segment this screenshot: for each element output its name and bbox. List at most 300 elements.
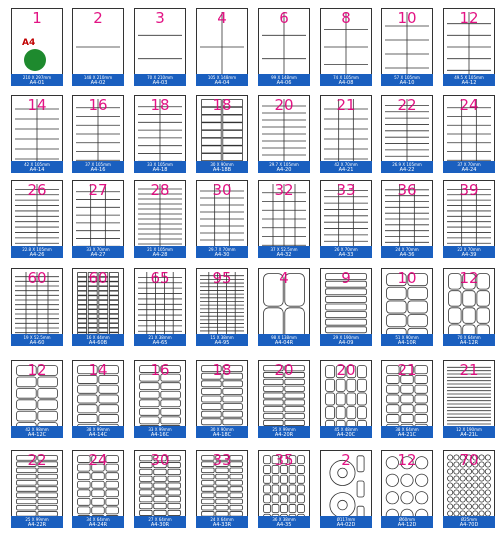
label-code: A4-26 xyxy=(29,252,45,258)
label-cell xyxy=(264,475,271,483)
label-cell xyxy=(264,400,284,405)
label-code: A4-16 xyxy=(90,167,106,173)
label-size: 33 X 99mm xyxy=(148,427,172,432)
label-cell xyxy=(202,411,222,417)
label-cell xyxy=(202,396,222,402)
label-cell xyxy=(264,485,271,493)
label-cell xyxy=(298,504,305,512)
label-cell xyxy=(109,291,118,295)
label-cell xyxy=(264,407,284,412)
label-count: 4 xyxy=(217,9,227,27)
label-size: 26 X 70mm xyxy=(334,247,358,252)
label-count: 16 xyxy=(150,361,170,379)
label-cell xyxy=(161,383,181,390)
label-cell xyxy=(168,497,181,502)
label-cell xyxy=(109,286,118,290)
label-code: A4-20 xyxy=(276,167,292,173)
circle-label xyxy=(386,492,398,504)
label-cell xyxy=(78,300,87,304)
label-cell xyxy=(99,314,108,318)
label-code: A4-12R xyxy=(459,340,479,346)
sheet-caption xyxy=(11,334,63,346)
circle-label xyxy=(416,474,428,486)
label-count: 26 xyxy=(27,181,47,199)
sheet-caption xyxy=(443,334,495,346)
label-cell xyxy=(78,507,91,514)
label-count: 12 xyxy=(459,269,479,287)
label-size: 105 X 148mm xyxy=(207,75,237,80)
label-cell xyxy=(449,291,462,307)
circle-label xyxy=(466,490,471,495)
label-cell xyxy=(106,490,119,497)
label-count: 20 xyxy=(336,361,356,379)
label-cell xyxy=(78,286,87,290)
label-cell xyxy=(140,476,153,481)
label-cell xyxy=(347,379,356,391)
label-cell xyxy=(387,414,400,422)
label-size: 25 X 99mm xyxy=(272,427,296,432)
label-cell xyxy=(78,291,87,295)
label-code: A4-18B xyxy=(212,167,232,173)
label-cell xyxy=(326,312,367,318)
label-cell xyxy=(326,304,367,310)
label-cell xyxy=(326,327,367,333)
label-cell xyxy=(264,504,271,512)
label-code: A4-32 xyxy=(276,252,292,258)
label-code: A4-30R xyxy=(150,522,170,528)
label-cell xyxy=(202,487,215,492)
label-count: 3 xyxy=(155,9,165,27)
sheet-caption xyxy=(320,161,372,173)
label-cell xyxy=(92,507,105,514)
label-cell xyxy=(88,323,97,327)
label-cell xyxy=(289,495,296,503)
label-cell xyxy=(140,417,160,424)
label-cell xyxy=(387,315,407,327)
label-cell xyxy=(88,328,97,332)
label-cell xyxy=(154,483,167,488)
label-cell xyxy=(336,379,345,391)
label-cell xyxy=(272,504,279,512)
disc-hole xyxy=(338,468,348,478)
sheet-caption xyxy=(134,334,186,346)
label-cell xyxy=(38,474,58,479)
circle-label xyxy=(466,497,471,502)
label-size: 30 X 90mm xyxy=(210,162,234,167)
circle-label xyxy=(448,504,453,509)
sheet-caption xyxy=(381,426,433,438)
label-cell xyxy=(17,411,37,421)
sheet-caption xyxy=(443,426,495,438)
label-size: 210 X 297mm xyxy=(22,75,52,80)
label-cell xyxy=(109,328,118,332)
label-cell xyxy=(78,319,87,323)
label-code: A4-10R xyxy=(397,340,417,346)
label-cell xyxy=(99,323,108,327)
label-count: 10 xyxy=(397,269,417,287)
circle-label xyxy=(485,490,490,495)
circle-label xyxy=(473,490,478,495)
label-cell xyxy=(38,411,58,421)
label-cell xyxy=(140,383,160,390)
label-count: 14 xyxy=(88,361,108,379)
sheet-caption xyxy=(11,246,63,258)
label-count: 20 xyxy=(274,361,294,379)
label-cell xyxy=(202,404,222,410)
label-cell xyxy=(38,505,58,510)
label-cell xyxy=(168,476,181,481)
label-count: 6 xyxy=(279,9,289,27)
sheet-caption xyxy=(196,74,248,86)
label-cell xyxy=(216,493,229,498)
label-cell xyxy=(78,414,98,422)
label-cell xyxy=(264,495,271,503)
label-cell xyxy=(140,497,153,502)
label-cell xyxy=(154,490,167,495)
label-cell xyxy=(401,385,414,393)
label-code: A4-65 xyxy=(152,340,168,346)
label-cell xyxy=(168,503,181,508)
label-cell xyxy=(161,408,181,415)
label-count: 28 xyxy=(150,181,170,199)
label-cell xyxy=(230,474,243,479)
label-code: A4-16C xyxy=(150,432,170,438)
label-cell xyxy=(223,123,243,130)
label-cell xyxy=(223,138,243,145)
label-cell xyxy=(17,480,37,485)
label-code: A4-12D xyxy=(397,522,417,528)
circle-label xyxy=(473,483,478,488)
label-cell xyxy=(38,388,58,398)
label-cell xyxy=(161,400,181,407)
sheet-caption xyxy=(72,74,124,86)
label-cell xyxy=(357,393,366,405)
circle-label xyxy=(460,504,465,509)
label-cell xyxy=(415,405,428,413)
label-cell xyxy=(285,379,305,384)
label-cell xyxy=(357,407,366,419)
sheet-caption xyxy=(258,426,310,438)
label-cell xyxy=(347,393,356,405)
label-cell xyxy=(109,323,118,327)
circle-label xyxy=(448,490,453,495)
label-cell xyxy=(289,475,296,483)
label-code: A4-27 xyxy=(90,252,106,258)
sheet-caption xyxy=(11,74,63,86)
label-cell xyxy=(223,411,243,417)
label-code: A4-12C xyxy=(27,432,47,438)
label-code: A4-20R xyxy=(274,432,294,438)
label-size: 37 X 52.5mm xyxy=(270,247,298,252)
label-count: 36 xyxy=(397,181,417,199)
label-cell xyxy=(78,314,87,318)
label-size: 19 X 52.5mm xyxy=(23,335,51,340)
label-count: 18 xyxy=(150,96,170,114)
circle-label xyxy=(485,483,490,488)
label-code: A4-20C xyxy=(336,432,356,438)
sheet-caption xyxy=(134,74,186,86)
label-size: 37 X 105mm xyxy=(85,162,111,167)
label-cell xyxy=(88,314,97,318)
circle-label xyxy=(460,469,465,474)
label-cell xyxy=(154,476,167,481)
label-size: 33 X 105mm xyxy=(147,162,173,167)
label-cell xyxy=(140,483,153,488)
label-cell xyxy=(230,480,243,485)
label-cell xyxy=(92,473,105,480)
label-cell xyxy=(38,480,58,485)
label-cell xyxy=(88,286,97,290)
label-cell xyxy=(281,485,288,493)
label-cell xyxy=(298,485,305,493)
label-cell xyxy=(99,405,119,413)
label-size: 22 X 70mm xyxy=(457,247,481,252)
circle-label xyxy=(416,492,428,504)
label-cell xyxy=(168,469,181,474)
label-cell xyxy=(99,286,108,290)
label-cell xyxy=(78,323,87,327)
sheet-caption xyxy=(320,334,372,346)
circle-label xyxy=(460,490,465,495)
sheet-caption xyxy=(258,246,310,258)
label-size: 24 X 70mm xyxy=(395,247,419,252)
label-size: 29.7 X 105mm xyxy=(269,162,299,167)
label-count: 30 xyxy=(212,181,232,199)
label-size: 26.9 X 105mm xyxy=(392,162,422,167)
sheet-caption xyxy=(443,161,495,173)
label-size: 36 X 38mm xyxy=(272,517,296,522)
label-cell xyxy=(92,490,105,497)
circle-label xyxy=(454,490,459,495)
circle-label xyxy=(460,476,465,481)
sheet-caption xyxy=(11,516,63,528)
label-cell xyxy=(285,413,305,418)
label-cell xyxy=(202,130,222,137)
label-code: A4-04 xyxy=(214,80,230,86)
label-cell xyxy=(285,386,305,391)
label-size: Ø60mm xyxy=(398,517,416,522)
label-cell xyxy=(154,497,167,502)
label-size: Ø117mm xyxy=(336,517,356,522)
label-cell xyxy=(17,474,37,479)
circle-label xyxy=(466,469,471,474)
label-cell xyxy=(216,474,229,479)
sheet-caption xyxy=(443,516,495,528)
label-count: 12 xyxy=(459,9,479,27)
label-size: 29 X 190mm xyxy=(333,335,359,340)
label-size: 148 X 210mm xyxy=(83,75,113,80)
label-code: A4-02 xyxy=(90,80,106,86)
label-cell xyxy=(408,315,428,327)
label-cell xyxy=(415,414,428,422)
sheet-caption xyxy=(11,161,63,173)
circle-label xyxy=(466,476,471,481)
label-cell xyxy=(216,480,229,485)
circle-label xyxy=(454,469,459,474)
circle-label xyxy=(473,504,478,509)
label-cell xyxy=(223,381,243,387)
label-code: A4-60B xyxy=(88,340,108,346)
label-cell xyxy=(289,485,296,493)
label-cell xyxy=(106,481,119,488)
label-size: 74 X 105mm xyxy=(333,75,359,80)
label-cell xyxy=(106,507,119,514)
label-cell xyxy=(161,391,181,398)
label-count: 14 xyxy=(27,96,47,114)
spine-label xyxy=(357,481,364,497)
label-cell xyxy=(264,386,284,391)
label-cell xyxy=(140,391,160,398)
label-size: 51 X 90mm xyxy=(395,335,419,340)
label-cell xyxy=(281,504,288,512)
label-size: 70 X 210mm xyxy=(147,75,173,80)
circle-label xyxy=(485,504,490,509)
sheet-caption xyxy=(320,74,372,86)
label-code: A4-33R xyxy=(212,522,232,528)
label-cell xyxy=(161,417,181,424)
label-count: 21 xyxy=(459,361,479,379)
label-count: 24 xyxy=(459,96,479,114)
sheet-caption xyxy=(320,516,372,528)
sheet-caption xyxy=(134,516,186,528)
circle-label xyxy=(466,483,471,488)
label-cell xyxy=(99,296,108,300)
label-cell xyxy=(88,291,97,295)
label-cell xyxy=(387,405,400,413)
label-size: 38 X 99mm xyxy=(86,427,110,432)
label-cell xyxy=(92,481,105,488)
circle-label xyxy=(448,483,453,488)
label-cell xyxy=(38,400,58,410)
label-cell xyxy=(326,319,367,325)
label-size: 38 X 64mm xyxy=(395,427,419,432)
label-code: A4-30 xyxy=(214,252,230,258)
label-count: 8 xyxy=(341,9,351,27)
label-cell xyxy=(78,405,98,413)
label-cell xyxy=(78,310,87,314)
sheet-caption xyxy=(381,334,433,346)
label-count: 35 xyxy=(274,451,294,469)
label-cell xyxy=(140,510,153,515)
label-cell xyxy=(78,490,91,497)
sheet-caption xyxy=(72,426,124,438)
label-cell xyxy=(202,419,222,425)
label-cell xyxy=(202,138,222,145)
label-count: 1 xyxy=(32,9,42,27)
label-count: 20 xyxy=(274,96,294,114)
label-cell xyxy=(88,300,97,304)
label-size: 15 X 38mm xyxy=(210,335,234,340)
sheet-caption xyxy=(258,74,310,86)
circle-label xyxy=(454,483,459,488)
label-cell xyxy=(78,395,98,403)
label-cell xyxy=(223,130,243,137)
label-cell xyxy=(230,499,243,504)
label-size: 24 X 64mm xyxy=(210,517,234,522)
label-cell xyxy=(230,487,243,492)
label-count: 12 xyxy=(397,451,417,469)
label-size: 33 X 70mm xyxy=(86,247,110,252)
label-cell xyxy=(223,396,243,402)
sheet-caption xyxy=(258,161,310,173)
label-code: A4-14C xyxy=(88,432,108,438)
label-cell xyxy=(202,499,215,504)
label-size: 98 X 138mm xyxy=(271,335,297,340)
label-cell xyxy=(78,385,98,393)
label-count: 24 xyxy=(88,451,108,469)
label-cell xyxy=(285,407,305,412)
sheet-caption xyxy=(320,246,372,258)
sheet-caption xyxy=(381,246,433,258)
label-cell xyxy=(347,407,356,419)
label-size: 57 X 105mm xyxy=(394,75,420,80)
circle-label xyxy=(473,476,478,481)
label-code: A4-28 xyxy=(152,252,168,258)
label-cell xyxy=(17,487,37,492)
circle-label xyxy=(473,469,478,474)
label-cell xyxy=(140,490,153,495)
label-count: 33 xyxy=(336,181,356,199)
green-dot-icon xyxy=(24,49,46,71)
label-cell xyxy=(17,400,37,410)
label-cell xyxy=(281,495,288,503)
label-cell xyxy=(285,400,305,405)
label-cell xyxy=(463,291,476,307)
sheet-caption xyxy=(381,516,433,528)
label-cell xyxy=(298,495,305,503)
label-cell xyxy=(285,393,305,398)
sheet-caption xyxy=(196,426,248,438)
label-count: 18 xyxy=(212,96,232,114)
label-count: 21 xyxy=(336,96,356,114)
label-code: A4-06 xyxy=(276,80,292,86)
label-cell xyxy=(387,287,407,299)
label-cell xyxy=(401,405,414,413)
label-cell xyxy=(168,490,181,495)
label-count: 27 xyxy=(88,181,108,199)
label-cell xyxy=(449,308,462,324)
label-size: 42 X 98mm xyxy=(25,427,49,432)
label-cell xyxy=(99,395,119,403)
circle-label xyxy=(485,469,490,474)
label-cell xyxy=(154,503,167,508)
label-count: 70 xyxy=(459,451,479,469)
label-cell xyxy=(326,379,335,391)
label-cell xyxy=(154,469,167,474)
label-cell xyxy=(202,381,222,387)
label-cell xyxy=(154,510,167,515)
label-count: 21 xyxy=(397,361,417,379)
label-size: 37 X 70mm xyxy=(457,162,481,167)
label-cell xyxy=(408,287,428,299)
label-cell xyxy=(109,310,118,314)
label-cell xyxy=(140,469,153,474)
label-code: A4-22 xyxy=(399,167,415,173)
label-cell xyxy=(326,393,335,405)
label-count: 12 xyxy=(27,361,47,379)
label-cell xyxy=(223,154,243,161)
label-code: A4-14 xyxy=(29,167,45,173)
label-cell xyxy=(202,146,222,153)
label-cell xyxy=(223,146,243,153)
label-size: 21 X 105mm xyxy=(147,247,173,252)
label-cell xyxy=(264,420,284,425)
label-count: 9 xyxy=(341,269,351,287)
label-cell xyxy=(168,483,181,488)
label-code: A4-24R xyxy=(88,522,108,528)
label-cell xyxy=(230,493,243,498)
label-count: 60 xyxy=(88,269,108,287)
